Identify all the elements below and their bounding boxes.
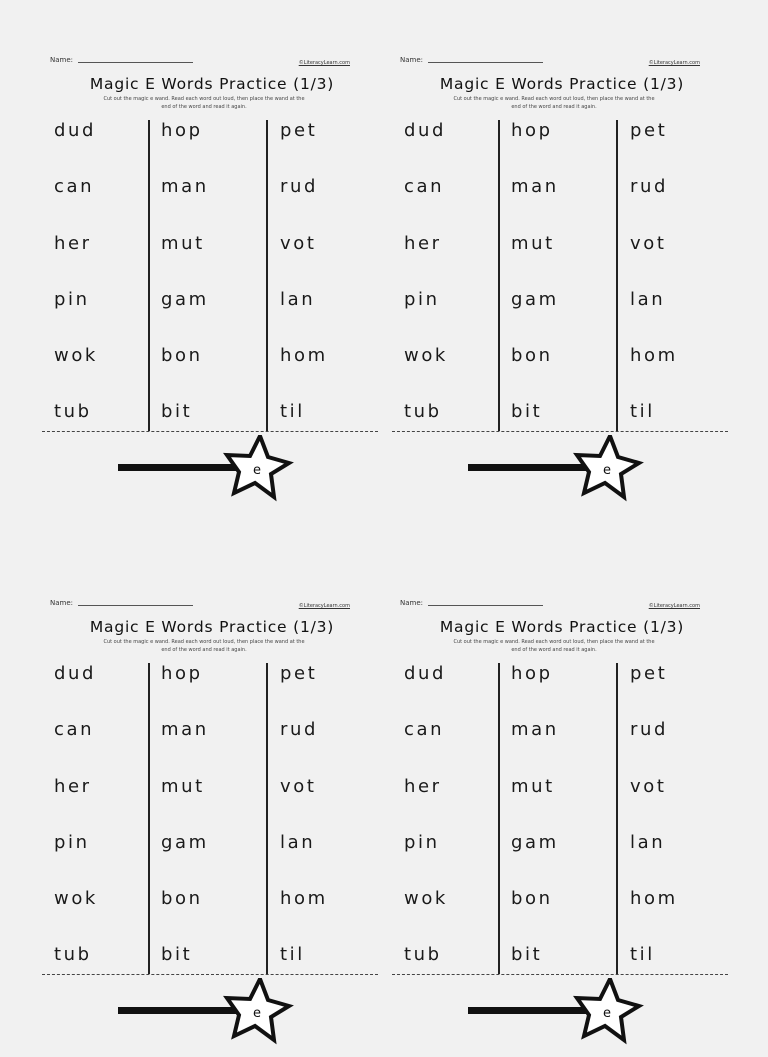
credit-link[interactable]: ©LiteracyLearn.com	[648, 603, 700, 609]
worksheet-title: Magic E Words Practice (1/3)	[89, 618, 335, 636]
word: can	[404, 719, 445, 740]
worksheet	[42, 597, 382, 1057]
wand-letter: e	[603, 463, 611, 478]
worksheet-title: Magic E Words Practice (1/3)	[439, 618, 685, 636]
wand-stick	[468, 464, 588, 471]
word: tub	[404, 401, 442, 422]
word: mut	[161, 233, 205, 254]
instructions: Cut out the magic e wand. Read each word out loud, then place the wand at the end of the word and read it again.	[103, 639, 305, 653]
name-field[interactable]	[400, 56, 543, 64]
word: mut	[161, 776, 205, 797]
wand-stick	[118, 464, 238, 471]
name-label: Name:	[50, 599, 74, 607]
dashed-cut-line	[392, 431, 728, 432]
word: hom	[280, 888, 328, 909]
name-label: Name:	[400, 599, 424, 607]
word: wok	[54, 345, 98, 366]
word: wok	[54, 888, 98, 909]
name-label: Name:	[50, 56, 74, 64]
name-line[interactable]	[428, 605, 543, 606]
word: bon	[511, 888, 553, 909]
magic-wand-icon	[118, 435, 298, 505]
magic-wand-icon	[468, 978, 648, 1048]
word: can	[54, 176, 95, 197]
worksheet	[392, 54, 732, 514]
word: pet	[280, 663, 318, 684]
word: tub	[54, 401, 92, 422]
name-line[interactable]	[78, 62, 193, 63]
instructions: Cut out the magic e wand. Read each word out loud, then place the wand at the end of the word and read it again.	[453, 96, 655, 110]
column-divider	[498, 663, 500, 974]
dashed-cut-line	[42, 974, 378, 975]
magic-wand-icon	[118, 978, 298, 1048]
wand-letter: e	[603, 1006, 611, 1021]
word: bit	[161, 944, 193, 965]
word-column	[402, 663, 500, 974]
word: dud	[54, 120, 97, 141]
wand-stick	[118, 1007, 238, 1014]
word: wok	[404, 888, 448, 909]
word: rud	[630, 719, 669, 740]
dashed-cut-line	[42, 431, 378, 432]
column-divider	[616, 120, 618, 431]
word: pet	[280, 120, 318, 141]
name-field[interactable]	[50, 56, 193, 64]
credit-link[interactable]: ©LiteracyLearn.com	[298, 603, 350, 609]
name-field[interactable]	[50, 599, 193, 607]
word: vot	[280, 233, 317, 254]
word: bon	[161, 345, 203, 366]
word: vot	[630, 776, 667, 797]
word-column	[278, 663, 378, 974]
word-column	[159, 120, 269, 431]
worksheet	[392, 597, 732, 1057]
word: tub	[54, 944, 92, 965]
name-field[interactable]	[400, 599, 543, 607]
word: rud	[280, 176, 319, 197]
column-divider	[498, 120, 500, 431]
column-divider	[148, 663, 150, 974]
word: pet	[630, 663, 668, 684]
word: pin	[404, 832, 440, 853]
credit-link[interactable]: ©LiteracyLearn.com	[648, 60, 700, 66]
word: hom	[280, 345, 328, 366]
word: bon	[511, 345, 553, 366]
word: bit	[161, 401, 193, 422]
name-line[interactable]	[78, 605, 193, 606]
word: bit	[511, 944, 543, 965]
word: her	[54, 776, 92, 797]
word: can	[404, 176, 445, 197]
name-label: Name:	[400, 56, 424, 64]
word: vot	[630, 233, 667, 254]
column-divider	[148, 120, 150, 431]
word: rud	[280, 719, 319, 740]
word: pin	[54, 832, 90, 853]
instructions: Cut out the magic e wand. Read each word out loud, then place the wand at the end of the word and read it again.	[453, 639, 655, 653]
word: gam	[511, 289, 559, 310]
word: her	[404, 776, 442, 797]
instructions: Cut out the magic e wand. Read each word out loud, then place the wand at the end of the word and read it again.	[103, 96, 305, 110]
word: gam	[161, 832, 209, 853]
word: dud	[404, 120, 447, 141]
word: tub	[404, 944, 442, 965]
word: man	[161, 719, 209, 740]
word-column	[509, 120, 619, 431]
word: man	[511, 719, 559, 740]
word: til	[280, 401, 305, 422]
word: dud	[54, 663, 97, 684]
word-column	[278, 120, 378, 431]
magic-wand-icon	[468, 435, 648, 505]
word: mut	[511, 233, 555, 254]
word: can	[54, 719, 95, 740]
word-column	[52, 663, 150, 974]
word-column	[628, 120, 728, 431]
word: pin	[404, 289, 440, 310]
word: pet	[630, 120, 668, 141]
wand-letter: e	[253, 1006, 261, 1021]
word: til	[630, 944, 655, 965]
word-column	[52, 120, 150, 431]
word: bon	[161, 888, 203, 909]
worksheet-title: Magic E Words Practice (1/3)	[439, 75, 685, 93]
word: lan	[630, 289, 666, 310]
name-line[interactable]	[428, 62, 543, 63]
word: man	[161, 176, 209, 197]
word: lan	[280, 289, 316, 310]
column-divider	[266, 120, 268, 431]
word: til	[280, 944, 305, 965]
word: gam	[511, 832, 559, 853]
word: her	[54, 233, 92, 254]
column-divider	[616, 663, 618, 974]
credit-link[interactable]: ©LiteracyLearn.com	[298, 60, 350, 66]
word: hop	[161, 663, 203, 684]
word: hop	[511, 120, 553, 141]
word: bit	[511, 401, 543, 422]
word: rud	[630, 176, 669, 197]
dashed-cut-line	[392, 974, 728, 975]
word: dud	[404, 663, 447, 684]
word: hop	[511, 663, 553, 684]
word-column	[628, 663, 728, 974]
word-column	[509, 663, 619, 974]
word-column	[402, 120, 500, 431]
word: vot	[280, 776, 317, 797]
column-divider	[266, 663, 268, 974]
word-column	[159, 663, 269, 974]
word: her	[404, 233, 442, 254]
word: lan	[630, 832, 666, 853]
worksheet	[42, 54, 382, 514]
word: mut	[511, 776, 555, 797]
word: man	[511, 176, 559, 197]
wand-stick	[468, 1007, 588, 1014]
word: gam	[161, 289, 209, 310]
worksheet-title: Magic E Words Practice (1/3)	[89, 75, 335, 93]
wand-letter: e	[253, 463, 261, 478]
word: hom	[630, 345, 678, 366]
word: hom	[630, 888, 678, 909]
word: hop	[161, 120, 203, 141]
word: til	[630, 401, 655, 422]
word: pin	[54, 289, 90, 310]
word: lan	[280, 832, 316, 853]
word: wok	[404, 345, 448, 366]
